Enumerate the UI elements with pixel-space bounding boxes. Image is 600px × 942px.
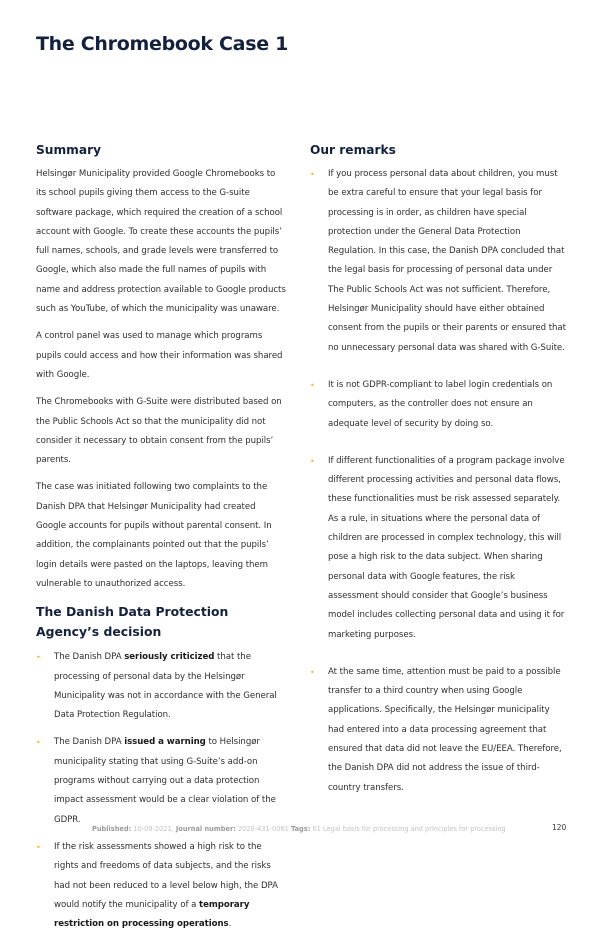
page-title: The Chromebook Case 1 [36, 33, 289, 55]
decision-item: • The Danish DPA seriously criticized that the processing of personal data by the Helsingør Municipality was not in accordance with the General Data Protection Regulation. [36, 648, 288, 725]
journal-number: 2020-431-0061 [237, 825, 289, 833]
page-number: 120 [552, 823, 567, 832]
tags-value: 01 Legal basis for processing and principles for processing [312, 825, 506, 833]
journal-label: Journal number: [175, 825, 236, 833]
remarks-list [310, 165, 566, 798]
bullet-icon: • [310, 667, 315, 677]
tags-label: Tags: [290, 825, 311, 833]
bullet-icon: • [310, 380, 315, 390]
decision-heading: The Danish Data Protection Agency’s decision [36, 604, 229, 640]
published-date: 10-09-2021, [133, 825, 174, 833]
footer-meta [92, 825, 506, 833]
right-column [310, 141, 566, 816]
bullet-icon: • [310, 170, 315, 179]
remark-item: • If different functionalities of a program package involve different processing activities and personal data flows, these functionalities must be risk assessed separately. As a rule, in situations where the personal data of children are processed in complex technology, this will pose a high risk to the data subject. When sharing personal data with Google features, the risk assessment should consider that Google’s business model includes collecting personal data and using it for marketing purposes. [310, 452, 566, 645]
emphasis: issued a warning [124, 737, 206, 748]
remarks-heading: Our remarks [310, 143, 396, 157]
bullet-icon: • [310, 456, 315, 466]
remark-item: • It is not GDPR-compliant to label login credentials on computers, as the controller does not ensure an adequate level of security by doing so. [310, 376, 566, 434]
decision-item: • The Danish DPA issued a warning to Helsingør municipality stating that using G-Suite’s add-on programs without carrying out a data protection impact assessment would be a clear violation of the GDPR. [36, 733, 288, 829]
remark-item: • At the same time, attention must be paid to a possible transfer to a third country when using Google applications. Specifically, the Helsingør municipality had entered into a data processing agreement that ensured that data did not leave the EU/EEA. Therefore, the Danish DPA did not address the issue of third-country transfers. [310, 663, 566, 798]
emphasis: seriously criticized [124, 652, 215, 663]
remark-item: • If you process personal data about children, you must be extra careful to ensure that your legal basis for processing is in order, as children have special protection under the General Data Protection Regulation. In this case, the Danish DPA concluded that the legal basis for processing of personal data under The Public Schools Act was not sufficient. Therefore, Helsingør Municipality should have either obtained consent from the pupils or their parents or ensured that no unnecessary personal data was shared with G-Suite. [310, 165, 566, 358]
decision-item: • If the risk assessments showed a high risk to the rights and freedoms of data subjects, and the risks had not been reduced to a level below high, the DPA would notify the municipality of a temporary restriction on processing operations. [36, 838, 288, 934]
decision-list [36, 648, 288, 934]
summary-paragraph: Helsingør Municipality provided Google Chromebooks to its school pupils giving them access to the G-suite software package, which required the creation of a school account with Google. To create these accounts the pupils’ full names, schools, and grade levels were transferred to Google, which also made the full names of pupils with name and address protection available to Google products such as YouTube, of which the municipality was unaware. [36, 169, 286, 315]
summary-paragraph: A control panel was used to manage which programs pupils could access and how their information was shared with Google. [36, 331, 283, 380]
summary-paragraph: The case was initiated following two complaints to the Danish DPA that Helsingør Municipality had created Google accounts for pupils without parental consent. In addition, the complainants pointed out that the pupils’ login details were pasted on the laptops, leaving them vulnerable to unauthorized access. [36, 482, 272, 589]
emphasis: temporary restriction on processing operations [54, 899, 250, 930]
bullet-icon: • [36, 842, 41, 852]
left-column [36, 141, 288, 942]
summary-heading: Summary [36, 143, 102, 157]
published-label: Published: [92, 825, 132, 833]
summary-paragraph: The Chromebooks with G-Suite were distributed based on the Public Schools Act so that the municipality did not consider it necessary to obtain consent from the pupils’ parents. [36, 397, 282, 466]
bullet-icon: • [36, 738, 41, 748]
bullet-icon: • [36, 653, 41, 663]
